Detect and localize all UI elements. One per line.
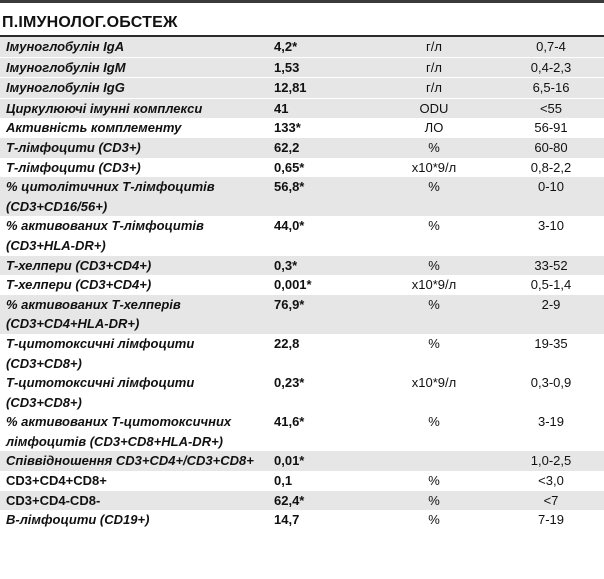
table-row <box>0 412 604 451</box>
reference-range: <55 <box>498 98 604 118</box>
test-name: Т-цитотоксичні лімфоцити (CD3+CD8+) <box>6 375 195 410</box>
test-value: 1,53 <box>270 57 370 78</box>
table-row <box>0 451 604 471</box>
test-value: 12,81 <box>270 78 370 99</box>
test-name: Т-лімфоцити (CD3+) <box>6 159 141 175</box>
test-unit: % <box>370 138 498 158</box>
reference-range: 33-52 <box>498 256 604 276</box>
test-unit: г/л <box>370 78 498 99</box>
test-name: Імуноглобулін IgA <box>0 37 270 57</box>
table-row <box>0 471 604 491</box>
test-value: 76,9* <box>270 295 370 334</box>
test-value: 0,23* <box>274 375 305 391</box>
test-value: 133* <box>274 120 301 136</box>
table-row <box>0 118 604 138</box>
test-name: Імуноглобулін IgM <box>0 57 270 78</box>
test-unit: % <box>428 218 440 234</box>
test-unit: % <box>428 473 440 489</box>
test-name: CD3+CD4+CD8+ <box>6 473 107 489</box>
test-unit: ЛО <box>424 120 444 136</box>
table-row <box>0 510 604 530</box>
table-row <box>0 373 604 412</box>
test-name: % активованих Т-цитотоксичних лімфоцитів (CD3+CD8+HLA-DR+) <box>6 414 232 449</box>
reference-range: 60-80 <box>498 138 604 158</box>
test-unit: x10*9/л <box>411 277 457 293</box>
reference-range: 56-91 <box>534 120 568 136</box>
reference-range: 19-35 <box>534 335 568 351</box>
test-value: 62,4* <box>270 491 370 511</box>
test-value: 62,2 <box>270 138 370 158</box>
test-name: Активність комплементу <box>6 120 182 136</box>
reference-range: 3-10 <box>537 218 565 234</box>
test-name: Співвідношення CD3+CD4+/CD3+CD8+ <box>0 451 270 471</box>
test-unit <box>370 451 498 471</box>
reference-range: 0,4-2,3 <box>498 57 604 78</box>
test-unit: x10*9/л <box>411 375 457 391</box>
reference-range: 0,5-1,4 <box>530 277 572 293</box>
test-value: 0,001* <box>274 277 312 293</box>
test-unit: % <box>370 491 498 511</box>
test-value: 0,01* <box>270 451 370 471</box>
test-name: % активованих Т-лімфоцитів (CD3+HLA-DR+) <box>6 218 204 253</box>
table-row <box>0 138 604 158</box>
reference-range: 1,0-2,5 <box>498 451 604 471</box>
table-row <box>0 37 604 57</box>
section-title: П.ІМУНОЛОГ.ОБСТЕЖ <box>2 14 178 31</box>
test-value: 0,3* <box>270 256 370 276</box>
test-value: 41,6* <box>274 414 305 430</box>
test-name: % цитолітичних Т-лімфоцитів (CD3+CD16/56+) <box>0 177 270 216</box>
test-unit: % <box>370 177 498 216</box>
test-unit: % <box>370 295 498 334</box>
test-name: Т-цитотоксичні лімфоцити (CD3+CD8+) <box>6 335 195 371</box>
test-unit: г/л <box>370 37 498 57</box>
test-name: % активованих Т-хелперів (CD3+CD4+HLA-DR+) <box>0 295 270 334</box>
test-name: Т-хелпери (CD3+CD4+) <box>6 277 152 293</box>
table-row <box>0 177 604 216</box>
test-name: В-лімфоцити (CD19+) <box>6 512 150 528</box>
test-value: 41 <box>270 98 370 118</box>
test-value: 0,1 <box>274 473 293 489</box>
reference-range: 0,7-4 <box>498 37 604 57</box>
test-value: 4,2* <box>270 37 370 57</box>
test-name: Т-лімфоцити (CD3+) <box>0 138 270 158</box>
table-row <box>0 98 604 118</box>
table-row <box>0 256 604 276</box>
test-name: Імуноглобулін IgG <box>0 78 270 99</box>
test-name: Т-хелпери (CD3+CD4+) <box>0 256 270 276</box>
table-row <box>0 158 604 178</box>
reference-range: <3,0 <box>538 473 564 489</box>
test-unit: x10*9/л <box>411 159 457 175</box>
top-border-line <box>0 0 604 3</box>
test-name: Циркулюючі імунні комплекси <box>0 98 270 118</box>
immunology-results-table <box>0 37 604 530</box>
test-name: CD3+CD4-CD8- <box>0 491 270 511</box>
test-unit: % <box>428 414 440 430</box>
test-unit: ODU <box>370 98 498 118</box>
reference-range: <7 <box>498 491 604 511</box>
reference-range: 0,8-2,2 <box>530 159 572 175</box>
table-row <box>0 216 604 255</box>
test-value: 14,7 <box>274 512 300 528</box>
reference-range: 2-9 <box>498 295 604 334</box>
test-value: 0,65* <box>274 159 305 175</box>
test-unit: % <box>428 512 440 528</box>
test-unit: г/л <box>370 57 498 78</box>
test-value: 56,8* <box>270 177 370 216</box>
reference-range: 7-19 <box>537 512 565 528</box>
table-row <box>0 491 604 511</box>
test-unit: % <box>428 335 440 351</box>
reference-range: 0-10 <box>498 177 604 216</box>
table-row <box>0 295 604 334</box>
table-row <box>0 57 604 78</box>
test-value: 44,0* <box>274 218 305 234</box>
test-value: 22,8 <box>274 335 300 351</box>
reference-range: 0,3-0,9 <box>530 375 572 391</box>
reference-range: 3-19 <box>537 414 565 430</box>
table-row <box>0 275 604 295</box>
table-row <box>0 334 604 373</box>
reference-range: 6,5-16 <box>498 78 604 99</box>
table-row <box>0 78 604 99</box>
test-unit: % <box>370 256 498 276</box>
